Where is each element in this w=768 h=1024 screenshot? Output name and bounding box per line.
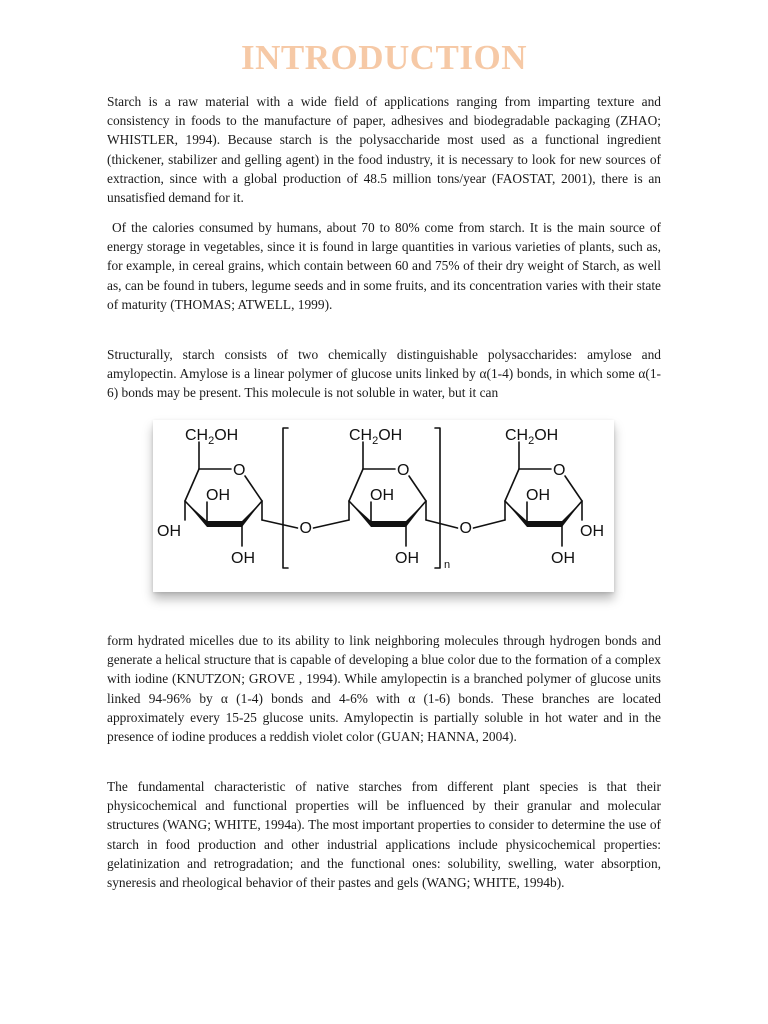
oh-label-c3-1: OH [206,487,230,504]
ch2oh-label-3: $CH_2OH$ [505,427,559,447]
oh-label-c2-2: OH [395,550,419,567]
paragraph-4: form hydrated micelles due to its ability to link neighboring molecules through hydrogen bonds and generate a helical structure that is capable of developing a blue color due to the formation of a complex with iodine (KNUTZON; GROVE , 1994). While amylopectin is a branched polymer of glucose units linked 94-96% by α (1-4) bonds and 4-6% with α (1-6) bonds. These branches are located approximately every 15-25 glucose units. Amylopectin is partially soluble in hot water and in the presence of iodine produces a reddish violet color (GUAN; HANNA, 2004). [107,633,661,745]
oh-label-c4-1: OH [157,523,181,540]
left-bracket [283,428,288,568]
ring-oxygen-label-3: O [553,462,566,479]
ring-oxygen-label-2: O [397,462,410,479]
wedge-bond [406,501,426,527]
ring-oxygen-label-1: O [233,462,246,479]
linkage-2-bond-b [474,520,506,528]
paragraph-2: Of the calories consumed by humans, about 70 to 80% come from starch. It is the main source of energy storage in vegetables, since it is found in large quantities in various varieties of plants, such as, for example, in cereal grains, which contain between 60 and 75% of their dry weight of Starch, as well as, can be found in tubers, legume seeds and in some fruits, and its concentration varies with their state of maturity (THOMAS; ATWELL, 1999). [107,220,661,312]
linkage-1-bond-b [314,520,350,528]
ring-bond [245,476,262,501]
ring-bond [409,476,426,501]
oh-label-c3-3: OH [526,487,550,504]
ring-bond [349,469,363,501]
wedge-bond [242,501,262,527]
right-bracket [435,428,440,568]
ch2oh-label-2: $CH_2OH$ [349,427,403,447]
amylose-structure-diagram [153,420,614,592]
wedge-bond [185,501,207,527]
linkage-1-oxygen: O [299,520,312,537]
linkage-2-bond-a [426,520,458,528]
amylose-structure-figure [153,420,614,592]
paragraph-3: Structurally, starch consists of two chemically distinguishable polysaccharides: amylose and amylopectin. Amylose is a linear polymer of glucose units linked by α(1-4) bonds, in which some α(1-6) bonds may be present. This molecule is not soluble in water, but it can [107,347,661,401]
ring-bond [565,476,582,501]
paragraph-5: The fundamental characteristic of native starches from different plant species is that their physicochemical and functional properties will be influenced by their granular and molecular structures (WANG; WHITE, 1994a). The most important properties to consider to determine the use of starch in food production and other industrial applications include physicochemical properties: gelatinization and retrogradation; and the functional ones: solubility, swelling, water absorption, syneresis and rheological behavior of their pastes and gels (WANG; WHITE, 1994b). [107,779,661,891]
front-bond [371,521,406,527]
front-bond [207,521,242,527]
front-bond [527,521,562,527]
page-title: INTRODUCTION [240,38,528,77]
ch2oh-label-1: $CH_2OH$ [185,427,239,447]
oh-label-c2-3: OH [551,550,575,567]
paragraph-1: Starch is a raw material with a wide field of applications ranging from imparting texture and consistency in foods to the manufacture of paper, adhesives and biodegradable packaging (ZHAO; WHISTLER, 1994). Because starch is the polysaccharide most used as a functional ingredient (thickener, stabilizer and gelling agent) in the food industry, it is necessary to look for new sources of extraction, since with a global production of 48.5 million tons/year (FAOSTAT, 2001), there is an unsatisfied demand for it. [107,94,661,206]
repeat-subscript-n: n [444,559,451,571]
linkage-2-oxygen: O [459,520,472,537]
wedge-bond [562,501,582,527]
oh-label-c2-1: OH [231,550,255,567]
linkage-1-bond-a [262,520,298,528]
oh-label-c3-2: OH [370,487,394,504]
ring-bond [505,469,519,501]
oh-label-c1-3: OH [580,523,604,540]
ring-bond [185,469,199,501]
